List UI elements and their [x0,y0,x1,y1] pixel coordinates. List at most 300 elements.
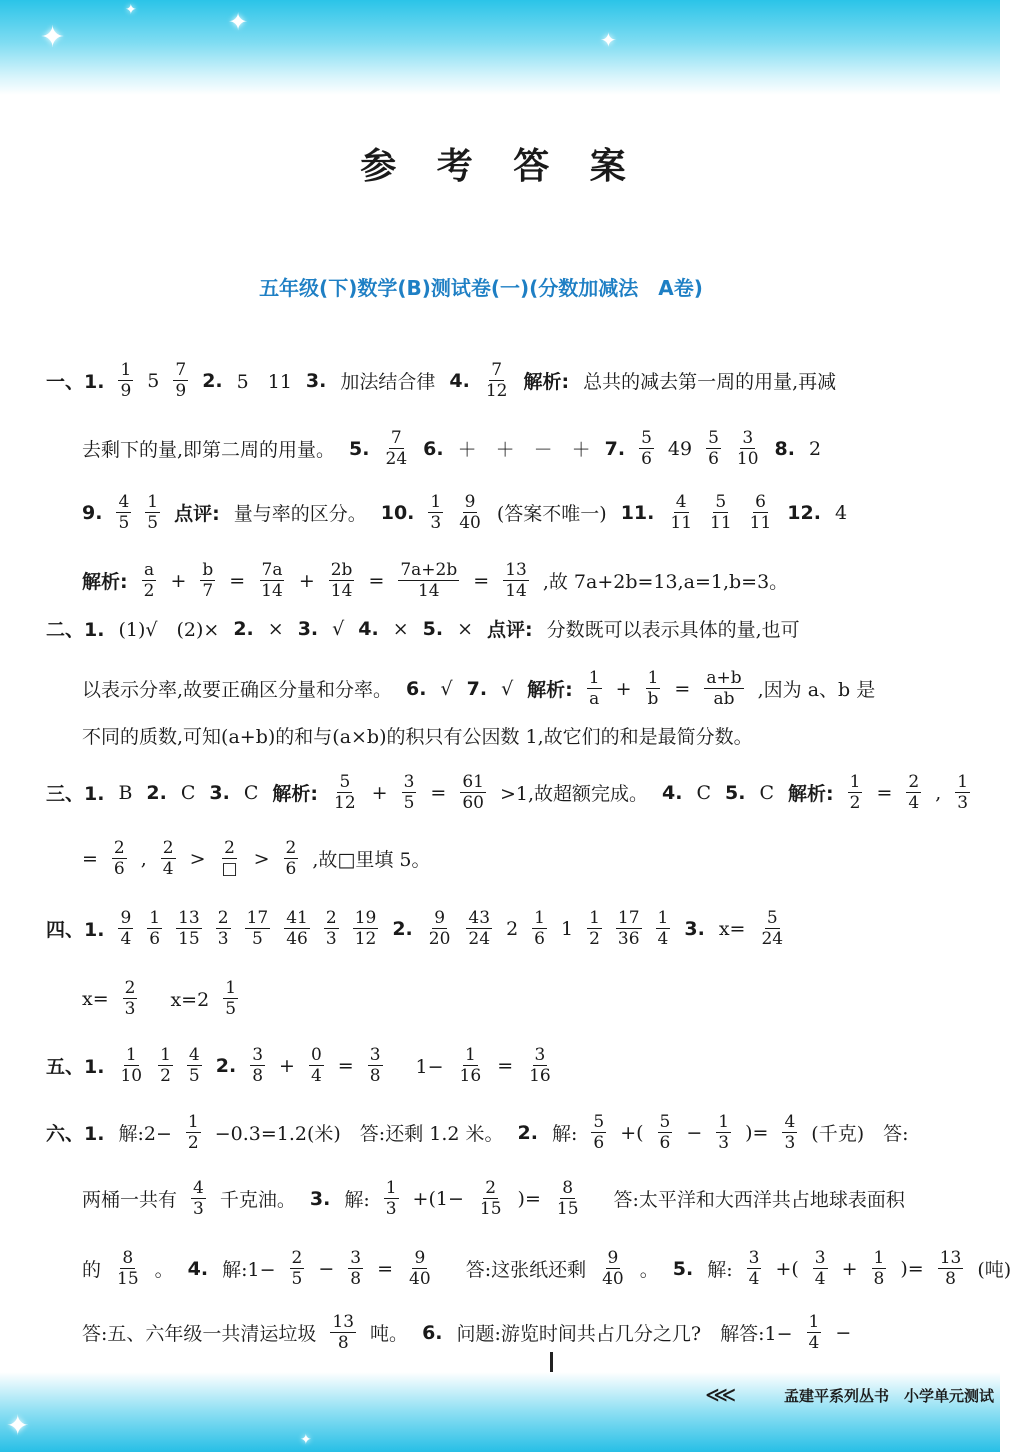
answer-text: − [318,1257,335,1280]
fraction-numerator: 1 [385,1178,397,1198]
fraction [145,492,160,533]
fraction-denominator: 3 [718,1133,730,1153]
fraction-numerator: 1 [808,1312,820,1332]
answer-text: 2 [506,917,519,940]
fraction [191,1178,206,1219]
fraction [587,908,602,949]
answer-text: C [180,781,196,804]
fraction-denominator: 2 [160,1066,171,1086]
question-number: 5. [422,617,444,640]
fraction-denominator: 8 [350,1269,362,1289]
fraction-numerator: a+b [706,668,742,688]
fraction-denominator: 5 [225,999,237,1019]
fraction [158,1045,173,1086]
answer-text: × [457,617,473,640]
answer-text: 以表示分率,故要正确区分量和分率。 [82,679,393,701]
fraction-numerator: 1 [588,668,600,688]
fraction-denominator: 4 [310,1066,322,1086]
answer-text: >1,故超额完成。 [499,783,649,805]
fraction [250,1045,265,1086]
fraction-numerator: 2 [485,1178,497,1198]
fraction [427,908,453,949]
answer-line [82,668,922,709]
answer-text: = [473,569,490,592]
fraction-denominator: 15 [479,1199,502,1219]
fraction-numerator: 17 [246,908,269,928]
fraction [587,668,602,709]
fraction-numerator: 5 [641,428,652,448]
answer-text: = [337,1054,354,1077]
fraction-denominator: 2 [143,581,155,601]
fraction-denominator: 3 [217,929,229,949]
fraction [527,1045,553,1086]
answer-text: × [267,617,284,640]
fraction-numerator: 1 [957,772,969,792]
question-number: 点评: [174,503,220,525]
fraction [384,428,410,469]
answer-text: 量与率的区分。 [233,503,367,525]
fraction-denominator: 4 [162,859,174,879]
fraction [782,1112,797,1153]
question-number: 三、1. [46,783,105,805]
fraction [176,908,202,949]
fraction [428,492,443,533]
fraction-numerator: 41 [286,908,308,928]
fraction-numerator: 1 [225,978,237,998]
answer-text: − [686,1121,703,1144]
question-number: 3. [297,617,319,640]
fraction-denominator: 3 [124,999,136,1019]
fraction-denominator: 3 [385,1199,397,1219]
fraction [532,908,547,949]
answer-text: 解: [344,1189,370,1211]
fraction-numerator: 2 [224,838,235,858]
answer-text: +( [620,1121,644,1144]
question-number: 5. [349,437,370,460]
fraction-numerator: 2 [162,838,174,858]
fraction-numerator: 1 [464,1045,476,1065]
fraction-numerator: 2 [291,1248,303,1268]
fraction [458,1045,484,1086]
fraction-numerator: 2 [908,772,920,792]
sparkle-icon: ✦ [6,1409,30,1442]
answer-text: = [377,1257,394,1280]
fraction-numerator: 7a+2b [400,560,458,580]
answer-text: 解: [707,1259,733,1281]
answer-text: = [674,677,691,700]
fraction-numerator: 5 [593,1112,605,1132]
question-number: 2. [233,617,254,640]
fraction-denominator: 14 [505,581,527,601]
answer-text: x= [718,917,746,940]
answer-text: C [759,781,775,804]
fraction [115,1248,141,1289]
question-number: 11. [620,501,655,524]
question-number: 6. [423,437,444,460]
fraction-denominator: 10 [736,449,759,469]
sparkle-icon: ✦ [600,28,617,52]
fraction-numerator: 7 [175,360,187,380]
answer-text: 4 [834,501,848,524]
fraction [478,1178,504,1219]
fraction [348,1248,363,1289]
answer-text: )= [900,1257,924,1280]
fraction [245,908,271,949]
fraction-denominator: 3 [784,1133,796,1153]
question-number: 2. [202,369,223,392]
fraction-denominator: 3 [430,513,442,533]
fraction [398,560,459,601]
fraction [503,560,529,601]
fraction [656,908,671,949]
fraction-denominator: 40 [409,1269,431,1289]
answer-text: + [279,1054,295,1077]
fraction-numerator: 7 [390,428,402,448]
question-number: 二、1. [46,619,105,641]
fraction-denominator: 11 [670,513,693,533]
fraction-numerator: 1 [120,360,132,380]
fraction [186,1112,201,1153]
fraction-denominator: 8 [945,1269,956,1289]
question-number: 6. [422,1321,443,1344]
fraction-denominator: 4 [657,929,669,949]
section-subtitle: 五年级(下)数学(B)测试卷(一)(分数加减法 A卷) [259,276,703,300]
answer-text: + [170,569,187,592]
fraction-denominator: 8 [369,1066,381,1086]
fraction-numerator: 13 [332,1312,355,1332]
top-decorative-band [0,0,1000,95]
fraction [600,1248,626,1289]
fraction-denominator: 5 [251,929,263,949]
fraction-numerator: 5 [766,908,778,928]
answer-text: )= [517,1187,541,1210]
answer-text: = [229,569,246,592]
fraction [460,772,486,813]
answer-text: 5 [147,369,160,392]
answer-text: 解: [551,1123,578,1145]
fraction-denominator: 12 [354,929,377,949]
fraction-numerator: 1 [187,1112,199,1132]
fraction-numerator: 19 [354,908,377,928]
fraction [147,908,162,949]
fraction [259,560,285,601]
answer-text: , [935,781,942,804]
fraction-numerator: 4 [193,1178,204,1198]
answer-text: 千克油。 [219,1189,296,1211]
answer-line [46,772,969,813]
answer-text: + [371,781,388,804]
fraction [161,838,176,879]
fraction-numerator: 1 [589,908,600,928]
fraction-numerator: 1 [873,1248,885,1268]
fraction-denominator: 8 [873,1269,885,1289]
answer-text: ,故□里填 5。 [312,849,431,871]
bottom-decorative-band [0,1372,1000,1452]
question-number: 3. [305,369,327,392]
question-number: 3. [209,781,230,804]
fraction-denominator: 20 [428,929,451,949]
question-number: 3. [684,917,705,940]
answer-line [46,1112,922,1153]
answer-line [82,1248,1011,1289]
answer-text: 加法结合律 [340,371,436,393]
fraction [716,1112,731,1153]
fraction [848,772,863,813]
answer-text: 分数既可以表示具体的量,也可 [546,619,800,641]
fraction-denominator: 11 [710,513,732,533]
answer-text: C [696,781,712,804]
answer-line [82,978,922,1019]
fraction-numerator: 2 [285,838,297,858]
answer-line [46,360,922,401]
answer-text: 总共的减去第一周的用量,再减 [583,371,837,393]
fraction [639,428,654,469]
fraction-numerator: 4 [188,1045,200,1065]
fraction-denominator: 15 [117,1269,139,1289]
fraction-numerator: 13 [939,1248,962,1268]
answer-text: 答:这张纸还剩 [446,1259,587,1281]
fraction-denominator: 24 [468,929,491,949]
fraction-denominator: 9 [120,381,132,401]
fraction-numerator: b [202,560,214,580]
answer-text: 问题:游览时间共占几分之几? 解答:1− [456,1323,793,1345]
fraction-denominator: 16 [459,1066,482,1086]
answer-text: (千克) 答: [811,1123,909,1145]
fraction-numerator: 9 [120,908,132,928]
fraction-denominator: 7 [202,581,214,601]
question-number: 12. [787,501,821,524]
answer-text: +( [775,1257,799,1280]
fraction [353,908,379,949]
fraction-numerator: 1 [149,908,161,928]
fraction-denominator: 4 [814,1269,826,1289]
fraction-denominator: 5 [291,1269,303,1289]
question-number: 7. [604,437,626,460]
fraction [220,838,240,879]
question-number: 4. [187,1257,209,1280]
fraction-denominator: 24 [385,449,408,469]
question-number: 六、1. [46,1123,105,1145]
fraction [748,492,774,533]
answer-text: 。 [639,1259,659,1281]
fraction-numerator: 1 [657,908,669,928]
answer-text: = [368,569,385,592]
answer-text: × [392,617,409,640]
answer-text: √ [501,677,514,700]
fraction-denominator: 16 [529,1066,551,1086]
fraction-numerator: 13 [178,908,200,928]
fraction-denominator: 40 [459,513,481,533]
fraction [284,838,299,879]
fraction-denominator: 24 [761,929,784,949]
answer-text: 答:五、六年级一共清运垃圾 [82,1323,317,1345]
fraction-denominator: 6 [659,1133,671,1153]
answer-text: √ [332,617,345,640]
question-number: 五、1. [46,1056,105,1078]
question-number: 解析: [82,571,128,593]
answer-text: ＋ ＋ － ＋ [457,439,591,461]
fraction [658,1112,673,1153]
answer-text: = [430,781,447,804]
footer-series-label: 孟建平系列丛书 小学单元测试 [783,1387,994,1405]
fraction-numerator: 3 [369,1045,381,1065]
fraction [187,1045,202,1086]
answer-text: 答:太平洋和大西洋共占地球表面积 [594,1189,905,1211]
fraction [735,428,761,469]
fraction [747,1248,762,1289]
fraction [708,492,734,533]
fraction-denominator: 4 [748,1269,760,1289]
fraction-numerator: 5 [708,428,719,448]
question-number: 解析: [523,371,570,393]
answer-text: = [497,1054,514,1077]
answer-text: 1 [560,917,574,940]
question-number: 7. [466,677,488,700]
question-number: 一、1. [46,371,105,393]
fraction-numerator: 2b [330,560,353,580]
fraction [704,668,743,709]
fraction-numerator: 3 [252,1045,264,1065]
fraction-numerator: 3 [742,428,754,448]
fraction-denominator: b [647,689,659,709]
fraction [484,360,510,401]
fraction-numerator: 5 [715,492,727,512]
fraction-denominator: 11 [749,513,772,533]
fraction-denominator: 5 [403,793,415,813]
fraction [118,1045,144,1086]
answer-line [82,1312,922,1353]
answer-text: 5 11 [236,371,292,393]
fraction [955,772,970,813]
answer-text: (吨) [977,1259,1011,1281]
answer-text: 解:1− [222,1259,276,1281]
sparkle-icon: ✦ [300,1432,312,1448]
fraction-denominator: 6 [113,859,125,879]
fraction [142,560,157,601]
answer-text: 。 [154,1259,174,1281]
fraction [616,908,642,949]
fraction-denominator: 6 [593,1133,605,1153]
answer-line [46,1045,922,1086]
fraction-denominator: 46 [286,929,308,949]
fraction-numerator: 1 [534,908,545,928]
fraction-denominator: 5 [188,1066,200,1086]
fraction [116,492,131,533]
question-number: 3. [309,1187,331,1210]
fraction-denominator: 3 [957,793,969,813]
fraction [402,772,417,813]
fraction [384,1178,399,1219]
fraction [284,908,310,949]
fraction [216,908,231,949]
question-number: 10. [380,501,415,524]
fraction-denominator: □ [221,859,238,879]
answer-text: C [243,781,259,804]
fraction [407,1248,433,1289]
fraction-denominator: 10 [120,1066,143,1086]
fraction [813,1248,828,1289]
fraction-numerator: 8 [122,1248,134,1268]
fraction [324,908,339,949]
answer-line [82,1178,922,1219]
answer-text: 两桶一共有 [82,1189,178,1211]
fraction [457,492,483,533]
fraction [200,560,215,601]
answer-line [46,908,922,949]
fraction-denominator: 12 [485,381,508,401]
question-number: 4. [662,781,683,804]
fraction-denominator: a [589,689,600,709]
fraction-denominator: 8 [337,1333,349,1353]
answer-text: (答案不唯一) [496,503,607,525]
fraction [118,360,133,401]
fraction [555,1178,581,1219]
fraction-numerator: 1 [647,668,659,688]
fraction-denominator: 6 [708,449,719,469]
question-number: 解析: [272,783,319,805]
fraction-denominator: 15 [556,1199,579,1219]
question-number: 5. [672,1257,694,1280]
fraction [330,1312,356,1353]
fraction [332,772,358,813]
fraction-denominator: 4 [808,1333,820,1353]
answer-line [82,722,922,749]
fraction-denominator: 36 [617,929,640,949]
fraction-numerator: 3 [403,772,415,792]
answer-text: = [876,781,893,804]
question-number: 四、1. [46,919,105,941]
fraction-denominator: 14 [417,581,440,601]
answer-text: +(1− [412,1187,464,1210]
fraction-numerator: 61 [462,772,484,792]
fraction-denominator: 14 [261,581,283,601]
fraction [646,668,661,709]
fraction-numerator: 3 [748,1248,760,1268]
fraction-numerator: 2 [217,908,229,928]
answer-text: √ [440,677,453,700]
question-number: 2. [215,1054,237,1077]
fraction-numerator: 3 [814,1248,826,1268]
fraction-numerator: 1 [147,492,159,512]
sparkle-icon: ✦ [40,20,66,55]
fraction [309,1045,324,1086]
fraction-denominator: 12 [334,793,356,813]
fraction-numerator: 0 [310,1045,322,1065]
fraction-numerator: 9 [607,1248,619,1268]
fraction [807,1312,822,1353]
answer-text: 吨。 [370,1323,409,1345]
fraction-numerator: 9 [464,492,476,512]
fraction-denominator: 14 [330,581,353,601]
answer-line [82,492,922,533]
fraction [938,1248,964,1289]
fraction-denominator: 15 [178,929,200,949]
fraction-numerator: 4 [118,492,130,512]
fraction [123,978,138,1019]
question-number: 8. [774,437,795,460]
fraction [706,428,721,469]
fraction-denominator: 9 [175,381,187,401]
answer-line [82,428,922,469]
question-number: 9. [82,501,103,524]
question-number: 2. [517,1121,538,1144]
fraction-denominator: 6 [149,929,161,949]
question-number: 解析: [788,783,834,805]
answer-text: = [82,847,98,870]
fraction-denominator: 3 [325,929,337,949]
fraction-numerator: 2 [325,908,337,928]
answer-text: 去剩下的量,即第二周的用量。 [82,439,336,461]
